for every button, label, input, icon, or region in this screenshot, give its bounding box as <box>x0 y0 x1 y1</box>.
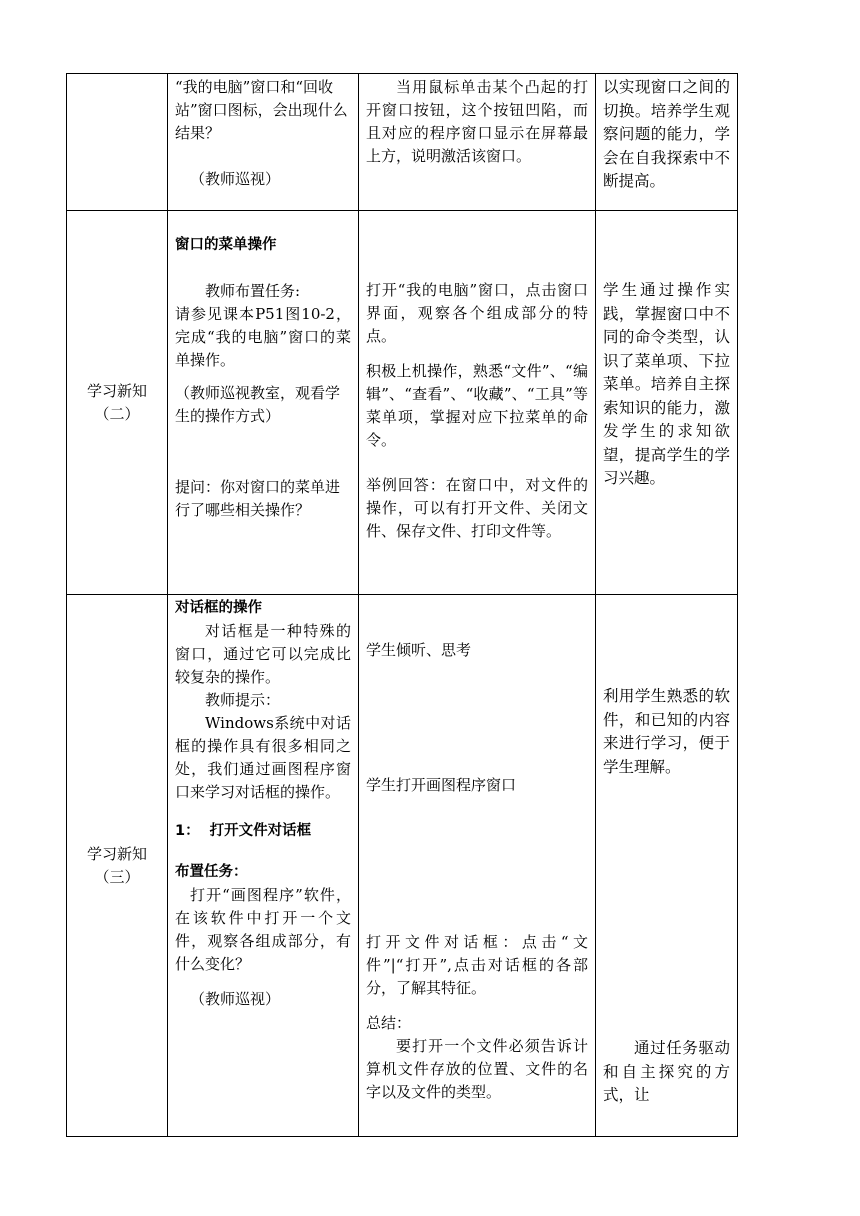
teacher-text: 请参见课本P51图10-2，完成“我的电脑”窗口的菜单操作。 <box>175 305 351 369</box>
section-cell: 学习新知（三） <box>67 595 168 1137</box>
table-row <box>67 74 738 211</box>
student-text: 举例回答：在窗口中，对文件的操作，可以有打开文件、关闭文件、保存文件、打印文件等。 <box>366 476 588 540</box>
student-text: 打开文件对话框：点击“文件”|“打开”,点击对话框的各部分，了解其特征。 <box>366 933 588 997</box>
student-text: 积极上机操作，熟悉“文件”、“编辑”、“查看”、“收藏”、“工具”等菜单项，掌握对应下拉菜单的命令。 <box>366 362 588 449</box>
student-text: 当用鼠标单击某个凸起的打开窗口按钮，这个按钮凹陷，而且对应的程序窗口显示在屏幕最上方，说明激活该窗口。 <box>366 78 588 165</box>
student-text: 要打开一个文件必须告诉计算机文件存放的位置、文件的名字以及文件的类型。 <box>366 1037 588 1101</box>
section-cell: 学习新知（二） <box>67 211 168 595</box>
intent-text: 通过任务驱动和自主探究的方式，让 <box>603 1039 730 1104</box>
design-intent-cell <box>596 595 738 1137</box>
teacher-text: 对话框是一种特殊的窗口，通过它可以完成比较复杂的操作。 <box>175 622 351 686</box>
intent-text: 学生通过操作实践，掌握窗口中不同的命令类型，认识了菜单项、下拉菜单。培养自主探索知识的能力，激发学生的求知欲望，提高学生的学习兴趣。 <box>603 281 730 487</box>
intent-text: 利用学生熟悉的软件，和已知的内容来进行学习，便于学生理解。 <box>603 687 730 776</box>
design-intent-cell <box>596 74 738 211</box>
student-activity-cell <box>359 595 596 1137</box>
teacher-activity-cell <box>168 595 359 1137</box>
subsection-heading: 1： 打开文件对话框 <box>175 823 312 839</box>
student-text: 学生打开画图程序窗口 <box>366 776 517 794</box>
student-activity-cell <box>359 74 596 211</box>
section-heading: 窗口的菜单操作 <box>175 237 277 253</box>
teacher-text: （教师巡视） <box>190 990 281 1008</box>
teacher-activity-cell <box>168 211 359 595</box>
student-activity-cell <box>359 211 596 595</box>
teacher-text: （教师巡视教室，观看学生的操作方式） <box>175 384 341 425</box>
teacher-text: 教师提示： <box>205 691 281 709</box>
table-row <box>67 211 738 595</box>
section-heading: 对话框的操作 <box>175 600 262 616</box>
student-text: 学生倾听、思考 <box>366 641 472 659</box>
teacher-text: 打开“画图程序”软件，在该软件中打开一个文件，观察各组成部分，有什么变化？ <box>175 886 351 973</box>
teacher-text: “我的电脑”窗口和“回收站”窗口图标，会出现什么结果？ <box>175 78 348 142</box>
teacher-text: 提问：你对窗口的菜单进行了哪些相关操作？ <box>175 478 341 519</box>
teacher-activity-cell <box>168 74 359 211</box>
lesson-plan-table <box>66 73 738 1137</box>
teacher-text: （教师巡视） <box>190 170 281 188</box>
student-text: 打开“我的电脑”窗口，点击窗口界面，观察各个组成部分的特点。 <box>366 281 588 345</box>
section-cell <box>67 74 168 211</box>
student-text: 总结： <box>366 1014 412 1032</box>
table-row <box>67 595 738 1137</box>
design-intent-cell <box>596 211 738 595</box>
intent-text: 以实现窗口之间的切换。培养学生观察问题的能力，学会在自我探索中不断提高。 <box>603 78 730 190</box>
teacher-text: Windows系统中对话框的操作具有很多相同之处，我们通过画图程序窗口来学习对话框的操作。 <box>175 714 351 801</box>
task-heading: 布置任务： <box>175 864 248 880</box>
teacher-text: 教师布置任务: <box>205 282 301 300</box>
